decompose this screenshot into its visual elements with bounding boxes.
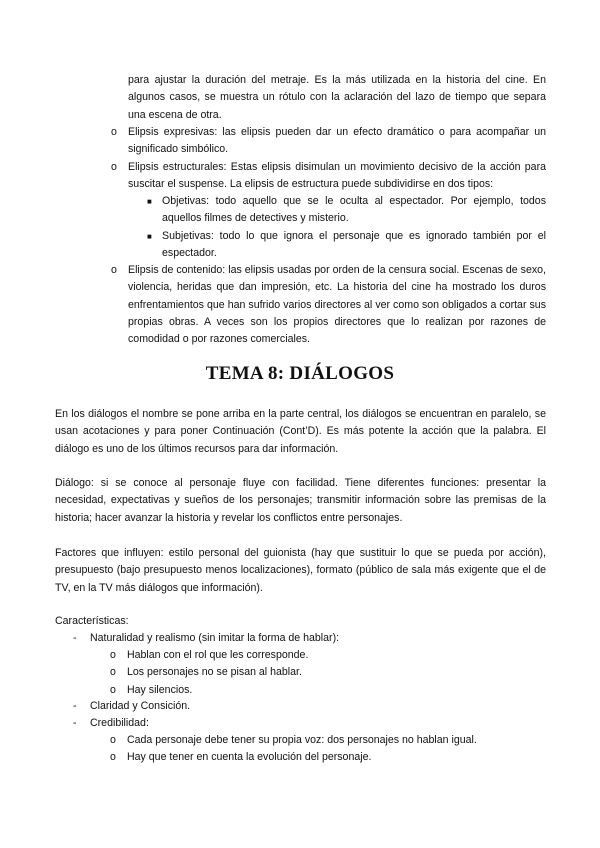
credibility-sublist	[55, 732, 546, 767]
characteristics-list-cont	[55, 698, 546, 733]
content-elipsis-list	[111, 262, 546, 348]
list-item: o Elipsis estructurales: Estas elipsis disimulan un movimiento decisivo de la acción para suscitar el suspense. La elipsis de estructura puede subdividirse en dos tipos:	[111, 160, 546, 190]
elipsis-list	[111, 124, 546, 193]
continuation-paragraph: para ajustar la duración del metraje. Es la más utilizada en la historia del cine. En algunos casos, se muestra un rótulo con la aclaración del lazo de tiempo que separa una escena de otra.	[128, 74, 546, 121]
dash-bullet-icon: -	[73, 700, 77, 712]
list-item: o Cada personaje debe tener su propia voz: dos personajes no hablan igual.	[55, 732, 546, 749]
circle-bullet-icon: o	[111, 126, 117, 138]
section-title: TEMA 8: DIÁLOGOS	[205, 363, 395, 384]
list-item: - Naturalidad y realismo (sin imitar la forma de hablar):	[55, 630, 546, 647]
list-item: - Claridad y Consición.	[55, 698, 546, 715]
dialogue-functions-paragraph: Diálogo: si se conoce al personaje fluye con facilidad. Tiene diferentes funciones: presentar la necesidad, expectativas y sueños de los personajes; transmitir información sobre las premisas de la historia; hacer avanzar la historia y revelar los conflictos entre personajes.	[55, 477, 546, 524]
square-bullet-icon: ■	[147, 231, 152, 241]
structural-subtypes-list	[147, 193, 546, 262]
list-item: o Elipsis expresivas: las elipsis pueden dar un efecto dramático o para acompañar un significado simbólico.	[111, 126, 546, 156]
list-item: o Elipsis de contenido: las elipsis usadas por orden de la censura social. Escenas de sexo, violencia, heridas que dan impresión, etc. La historia del cine ha mostrado los duros enfrentamientos que han sufrido varios directores al ver como son obligados a cortar sus propias obras. A veces son los propios directores que lo realizan por razones de comodidad o por razones comerciales.	[111, 264, 546, 346]
characteristics-heading: Características:	[55, 615, 129, 627]
list-item: ■ Objetivas: todo aquello que se le oculta al espectador. Por ejemplo, todos aquellos filmes de detectives y misterio.	[147, 195, 546, 225]
circle-bullet-icon: o	[110, 734, 116, 746]
circle-bullet-icon: o	[110, 683, 116, 696]
list-item: ■ Subjetivas: todo lo que ignora el personaje que es ignorado también por el espectador.	[147, 229, 546, 259]
factors-paragraph: Factores que influyen: estilo personal del guionista (hay que sustituir lo que se pueda por acción), presupuesto (bajo presupuesto menos localizaciones), formato (público de sala más exigente que el de TV, en la TV más diálogos que información).	[55, 547, 546, 594]
circle-bullet-icon: o	[110, 649, 116, 661]
circle-bullet-icon: o	[110, 751, 116, 764]
naturalness-sublist	[55, 647, 546, 699]
dialogue-intro-paragraph: En los diálogos el nombre se pone arriba en la parte central, los diálogos se encuentran en paralelo, se usan acotaciones y para poner Continuación (Cont’D). Es más potente la acción que la palabra. El diálogo es uno de los últimos recursos para dar información.	[55, 408, 546, 455]
list-item: o Hay silencios.	[55, 682, 546, 699]
list-item: o Hay que tener en cuenta la evolución del personaje.	[55, 749, 546, 766]
characteristics-list	[55, 630, 546, 647]
dash-bullet-icon: -	[73, 717, 77, 730]
list-item: o Los personajes no se pisan al hablar.	[55, 664, 546, 681]
list-item: - Credibilidad:	[55, 715, 546, 732]
dash-bullet-icon: -	[73, 632, 77, 644]
circle-bullet-icon: o	[110, 666, 116, 679]
square-bullet-icon: ■	[147, 197, 152, 206]
list-item: o Hablan con el rol que les corresponde.	[55, 647, 546, 664]
circle-bullet-icon: o	[111, 264, 117, 276]
circle-bullet-icon: o	[111, 160, 117, 173]
